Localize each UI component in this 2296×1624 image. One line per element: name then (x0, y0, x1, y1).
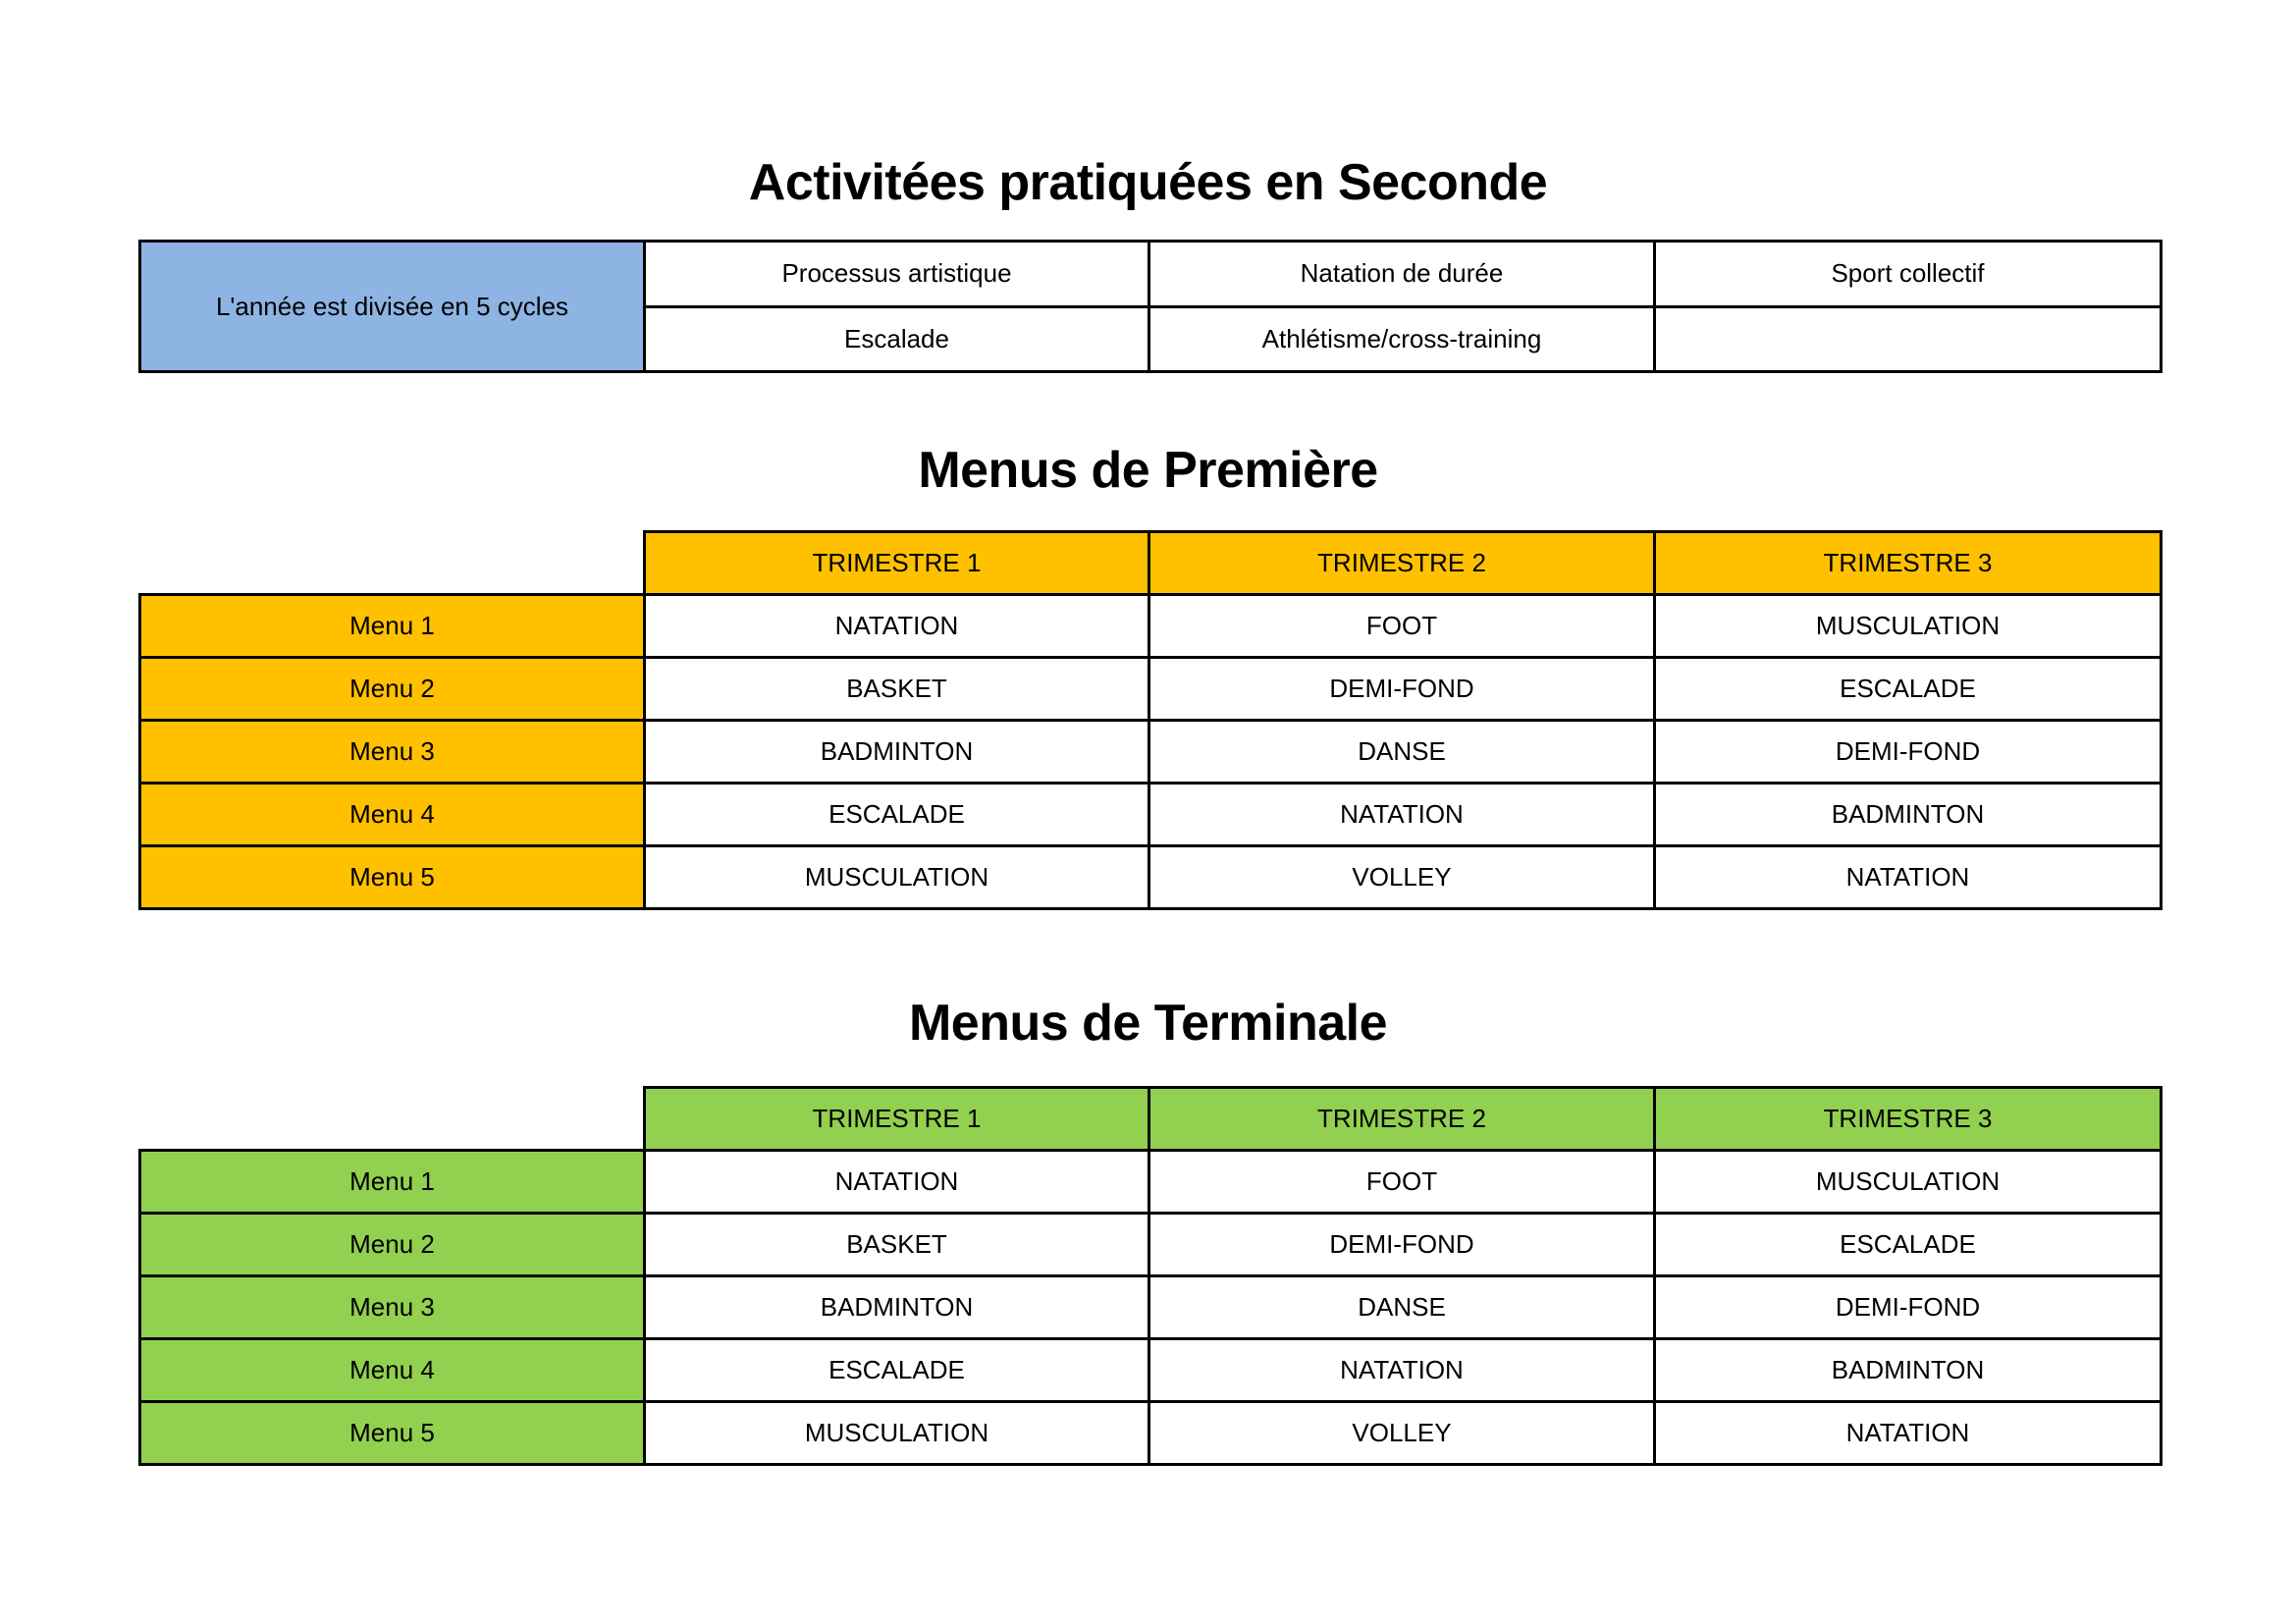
seconde-activity-cell (1655, 306, 2162, 372)
activity-cell: ESCALADE (645, 784, 1149, 846)
seconde-row (140, 242, 2162, 307)
activity-cell: NATATION (645, 1151, 1149, 1214)
menu-label: Menu 2 (140, 1214, 645, 1276)
premiere-header-row (140, 532, 2162, 595)
activity-cell: BADMINTON (645, 721, 1149, 784)
seconde-activity-cell: Natation de durée (1149, 242, 1655, 307)
menu-label: Menu 4 (140, 784, 645, 846)
trimester-header: TRIMESTRE 1 (645, 1088, 1149, 1151)
activity-cell: MUSCULATION (1655, 1151, 2162, 1214)
table-row (140, 1402, 2162, 1465)
activity-cell: NATATION (1655, 1402, 2162, 1465)
table-row (140, 1339, 2162, 1402)
seconde-activity-cell: Escalade (645, 306, 1149, 372)
seconde-activity-cell: Athlétisme/cross-training (1149, 306, 1655, 372)
activity-cell: MUSCULATION (645, 846, 1149, 909)
trimester-header: TRIMESTRE 2 (1149, 1088, 1655, 1151)
menu-label: Menu 3 (140, 1276, 645, 1339)
table-row (140, 1214, 2162, 1276)
activity-cell: DEMI-FOND (1149, 1214, 1655, 1276)
activity-cell: ESCALADE (1655, 658, 2162, 721)
table-row (140, 721, 2162, 784)
menu-label: Menu 3 (140, 721, 645, 784)
seconde-activity-cell: Sport collectif (1655, 242, 2162, 307)
terminale-table (138, 1086, 2163, 1466)
premiere-table (138, 530, 2163, 910)
premiere-title: Menus de Première (918, 442, 1378, 499)
activity-cell: DANSE (1149, 721, 1655, 784)
activity-cell: DEMI-FOND (1655, 721, 2162, 784)
seconde-title: Activitées pratiquées en Seconde (748, 154, 1548, 211)
terminale-title: Menus de Terminale (908, 995, 1388, 1052)
table-row (140, 1151, 2162, 1214)
activity-cell: BADMINTON (645, 1276, 1149, 1339)
activity-cell: NATATION (1149, 1339, 1655, 1402)
activity-cell: DEMI-FOND (1149, 658, 1655, 721)
table-row (140, 1276, 2162, 1339)
activity-cell: BASKET (645, 1214, 1149, 1276)
trimester-header: TRIMESTRE 3 (1655, 1088, 2162, 1151)
table-row (140, 846, 2162, 909)
table-row (140, 595, 2162, 658)
seconde-activity-cell: Processus artistique (645, 242, 1149, 307)
activity-cell: DEMI-FOND (1655, 1276, 2162, 1339)
menu-label: Menu 2 (140, 658, 645, 721)
menu-label: Menu 1 (140, 1151, 645, 1214)
menu-label: Menu 1 (140, 595, 645, 658)
activity-cell: FOOT (1149, 595, 1655, 658)
activity-cell: NATATION (1149, 784, 1655, 846)
menu-label: Menu 5 (140, 1402, 645, 1465)
table-row (140, 658, 2162, 721)
seconde-cycles-label: L'année est divisée en 5 cycles (140, 242, 645, 372)
activity-cell: BADMINTON (1655, 784, 2162, 846)
activity-cell: MUSCULATION (645, 1402, 1149, 1465)
menu-label: Menu 5 (140, 846, 645, 909)
trimester-header: TRIMESTRE 3 (1655, 532, 2162, 595)
activity-cell: VOLLEY (1149, 846, 1655, 909)
activity-cell: VOLLEY (1149, 1402, 1655, 1465)
activity-cell: ESCALADE (1655, 1214, 2162, 1276)
trimester-header: TRIMESTRE 1 (645, 532, 1149, 595)
terminale-header-row (140, 1088, 2162, 1151)
table-row (140, 784, 2162, 846)
activity-cell: ESCALADE (645, 1339, 1149, 1402)
menu-label: Menu 4 (140, 1339, 645, 1402)
activity-cell: NATATION (1655, 846, 2162, 909)
activity-cell: MUSCULATION (1655, 595, 2162, 658)
activity-cell: BADMINTON (1655, 1339, 2162, 1402)
activity-cell: BASKET (645, 658, 1149, 721)
activity-cell: DANSE (1149, 1276, 1655, 1339)
corner-cell (140, 1088, 645, 1151)
activity-cell: FOOT (1149, 1151, 1655, 1214)
trimester-header: TRIMESTRE 2 (1149, 532, 1655, 595)
corner-cell (140, 532, 645, 595)
activity-cell: NATATION (645, 595, 1149, 658)
seconde-table (138, 240, 2163, 373)
